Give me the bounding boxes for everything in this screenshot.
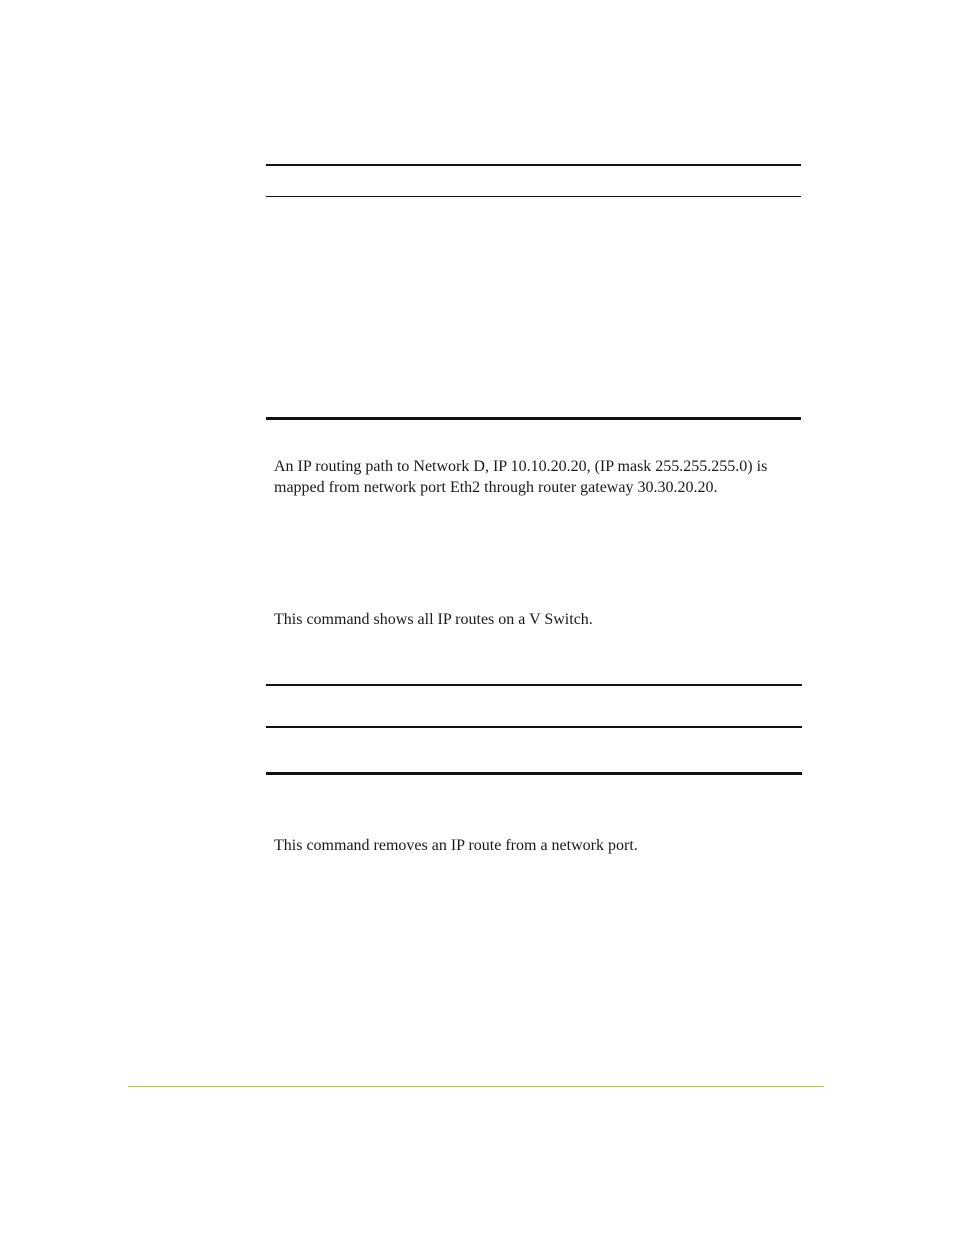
- table-bottom-rule-2: [266, 772, 802, 775]
- show-routes-paragraph: This command shows all IP routes on a V Switch.: [274, 611, 593, 628]
- table-bottom-rule-1: [266, 417, 801, 420]
- remove-route-paragraph: This command removes an IP route from a network port.: [274, 837, 638, 854]
- table-top-rule-1: [266, 164, 801, 166]
- table-header-rule-2: [266, 726, 802, 728]
- footer-rule: [128, 1086, 824, 1087]
- table-header-rule-1: [266, 196, 801, 197]
- route-example-paragraph: An IP routing path to Network D, IP 10.10.20.20, (IP mask 255.255.255.0) is mapped from network port Eth2 through router gateway 30.30.20.20.: [274, 458, 768, 496]
- table-top-rule-2: [266, 684, 802, 686]
